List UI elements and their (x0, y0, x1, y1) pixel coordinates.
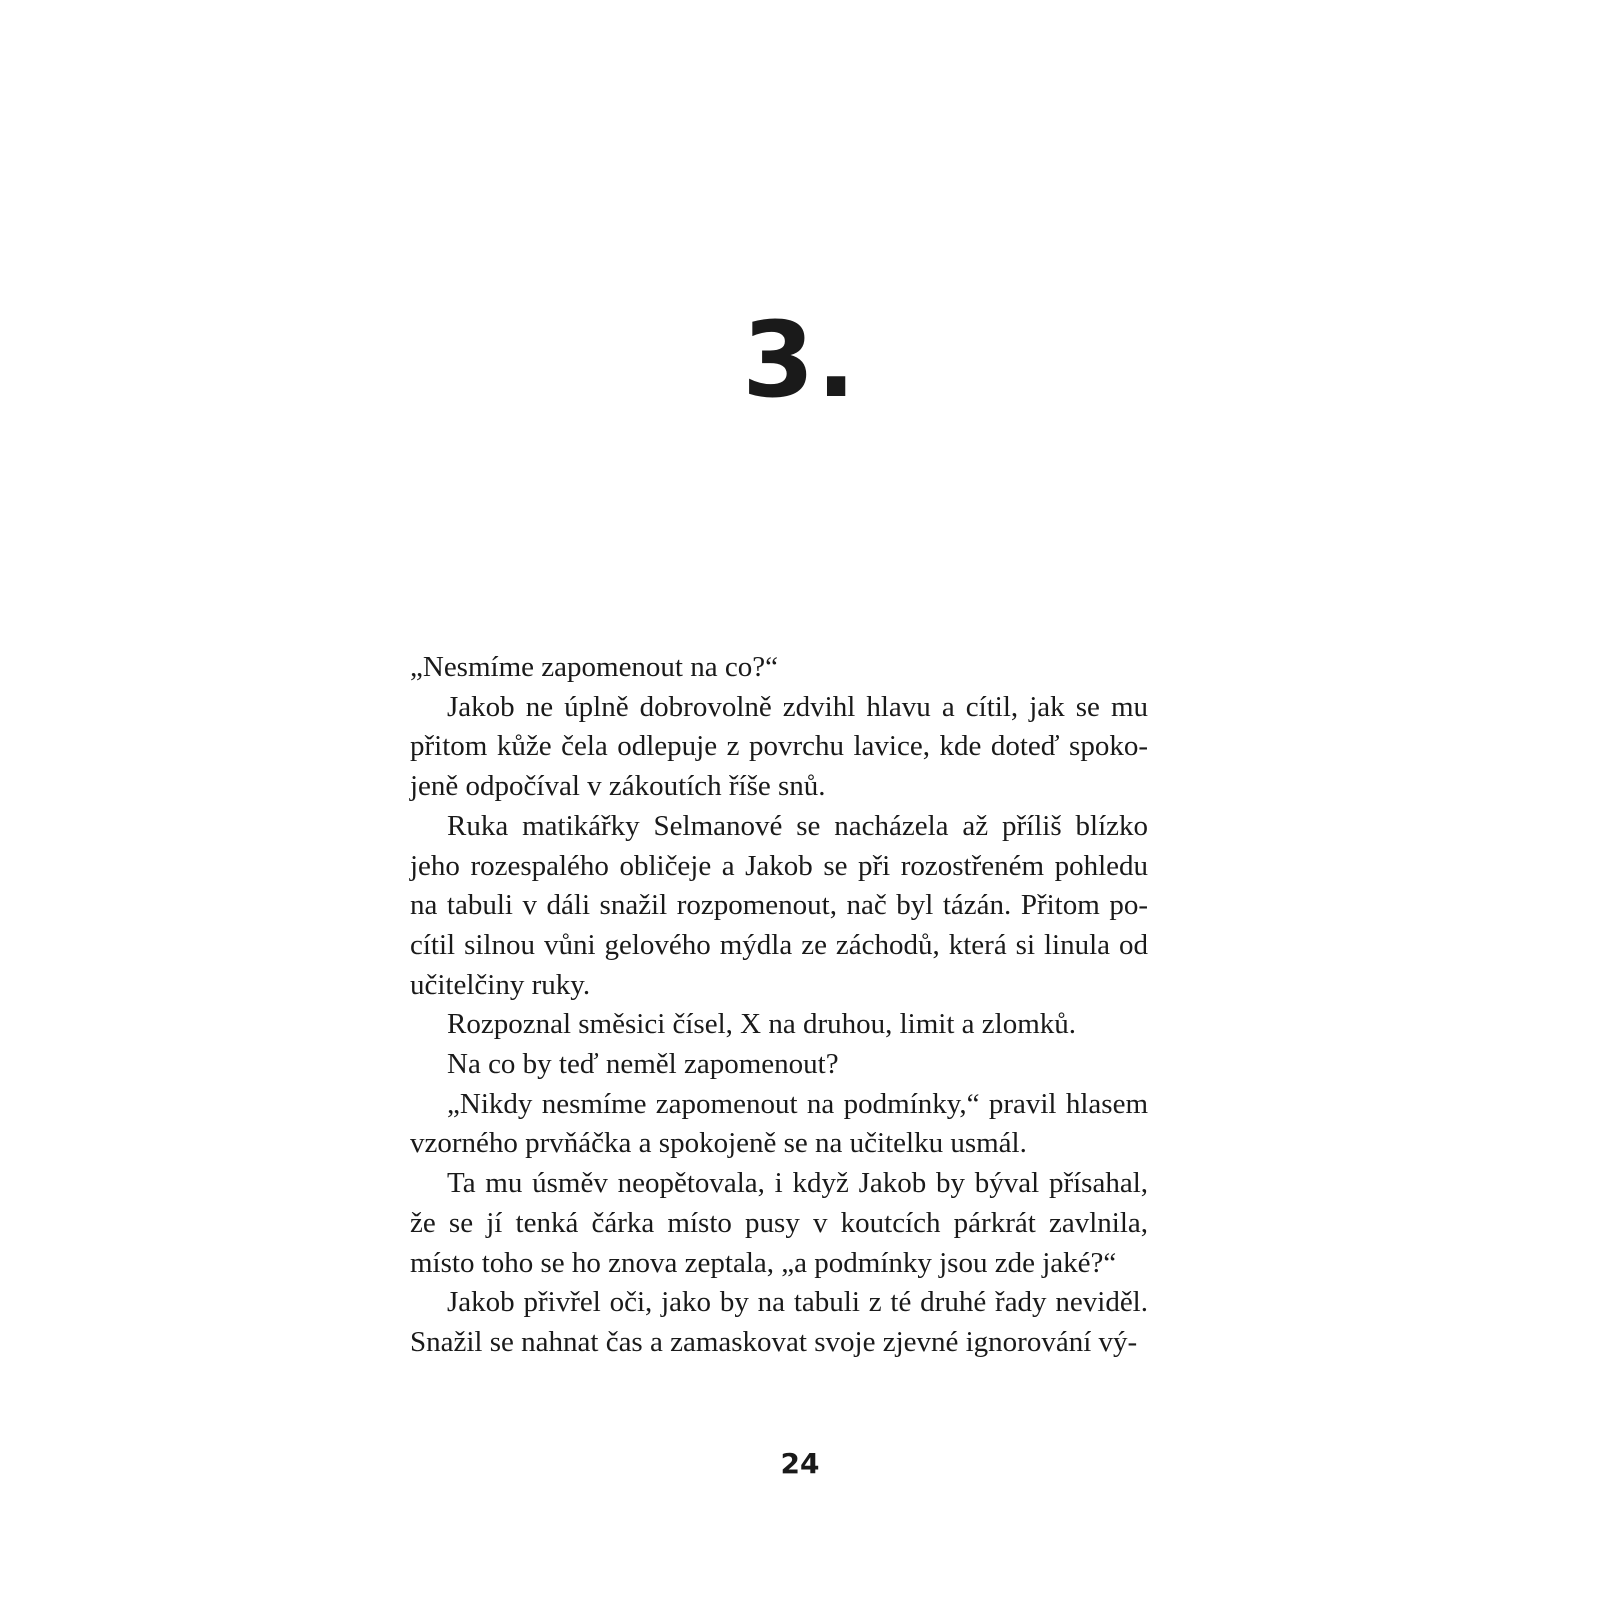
paragraph: Jakob přivřel oči, jako by na tabuli z té druhé řady neviděl. Snažil se nahnat čas a zamaskovat svoje zjevné ignorování vý- (410, 1286, 1148, 1358)
paragraph: „Nikdy nesmíme zapomenout na podmínky,“ pravil hlasem vzorného prvňáčka a spokojeně se na učitelku usmál. (410, 1087, 1148, 1160)
paragraph: „Nesmíme zapomenout na co?“ (410, 651, 778, 683)
paragraph: Jakob ne úplně dobrovolně zdvihl hlavu a cítil, jak se mu přitom kůže čela odlepuje z povrchu lavice, kde doteď spokojeně odpočíval v zákoutích říše snů. (410, 690, 1148, 803)
page-number: 24 (780, 1447, 820, 1480)
paragraph: Ruka matikářky Selmanové se nacházela až příliš blízko jeho rozespalého obličeje a Jakob se při rozostřeném pohledu na tabuli v dáli snažil rozpomenout, nač byl tázán. Přitom pocítil silnou vůni gelového mýdla ze záchodů, která si linula od učitelčiny ruky. (410, 809, 1148, 1001)
paragraph: Ta mu úsměv neopětovala, i když Jakob by býval přísahal, že se jí tenká čárka místo pusy v koutcích párkrát zavlnila, místo toho se ho znova zeptala, „a podmínky jsou zde jaké?“ (410, 1167, 1148, 1279)
body-text (410, 648, 1148, 1363)
paragraph: Rozpoznal směsici čísel, X na druhou, limit a zlomků. (447, 1008, 1077, 1041)
paragraph: Na co by teď neměl zapomenout? (447, 1048, 839, 1081)
chapter-number: 3. (742, 299, 858, 421)
